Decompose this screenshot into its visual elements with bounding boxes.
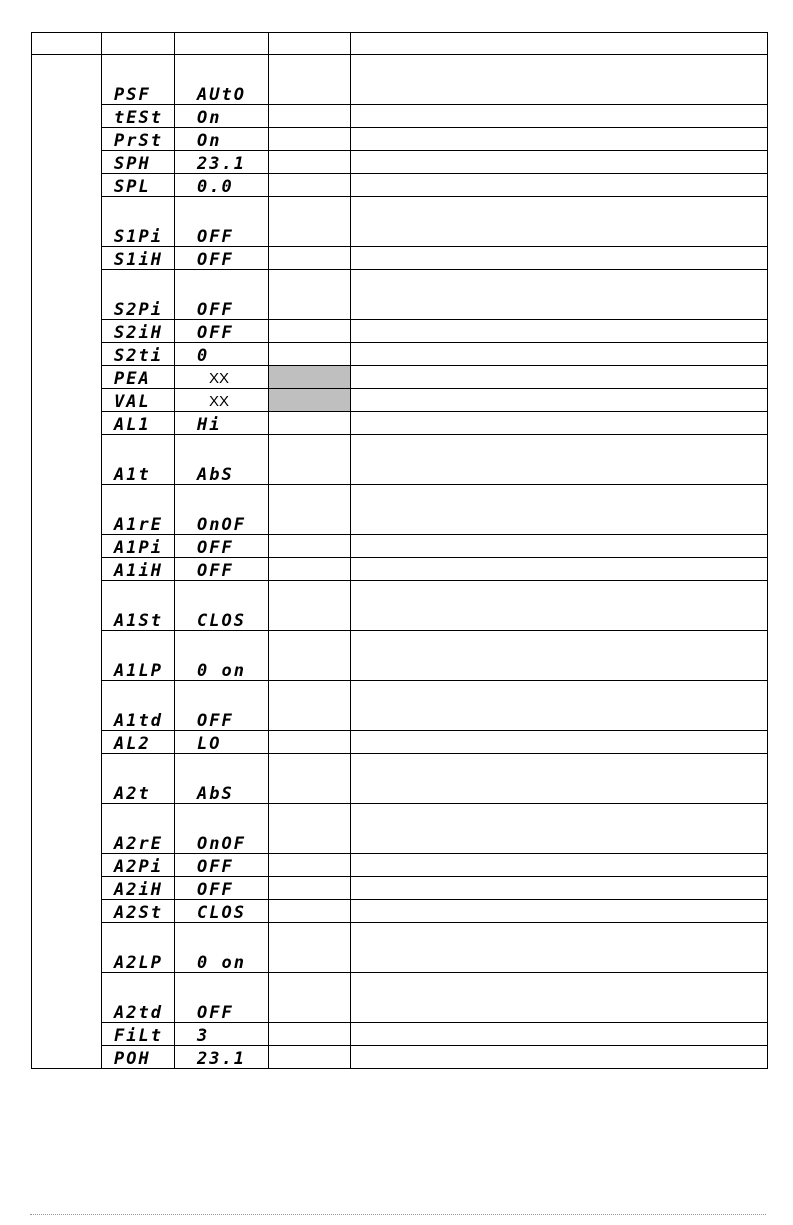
parameter-code-cell — [102, 412, 175, 435]
parameter-value-cell — [175, 174, 269, 197]
blank-cell — [269, 558, 351, 581]
description-cell — [351, 55, 768, 105]
parameter-code-cell — [102, 270, 175, 320]
table-row — [32, 877, 768, 900]
description-cell — [351, 1023, 768, 1046]
parameter-code: S2Pi — [114, 300, 163, 320]
parameter-code-cell — [102, 535, 175, 558]
parameter-value-cell — [175, 435, 269, 485]
parameter-value: OFF — [197, 250, 234, 270]
blank-cell — [269, 754, 351, 804]
table-row — [32, 412, 768, 435]
blank-cell — [269, 900, 351, 923]
parameter-code-cell — [102, 320, 175, 343]
blank-cell — [269, 731, 351, 754]
parameter-value: OFF — [197, 561, 234, 581]
description-cell — [351, 366, 768, 389]
description-cell — [351, 877, 768, 900]
parameter-value: OnOF — [197, 834, 246, 854]
parameter-code: A2t — [114, 784, 151, 804]
description-cell — [351, 923, 768, 973]
table-row — [32, 389, 768, 412]
parameter-code: POH — [114, 1049, 151, 1069]
table-row — [32, 581, 768, 631]
parameter-value-cell — [175, 973, 269, 1023]
parameter-code: A1t — [114, 465, 151, 485]
parameter-value-cell — [175, 854, 269, 877]
parameter-code: A2LP — [114, 953, 163, 973]
parameter-code-cell — [102, 854, 175, 877]
parameter-value-cell — [175, 247, 269, 270]
header-cell-1 — [32, 33, 102, 55]
table-row — [32, 535, 768, 558]
parameter-value: AUtO — [197, 85, 246, 105]
blank-cell — [269, 174, 351, 197]
parameter-code-cell — [102, 197, 175, 247]
parameter-value: OFF — [197, 1003, 234, 1023]
parameter-value: 0 — [197, 346, 210, 366]
blank-cell — [269, 270, 351, 320]
blank-cell — [269, 1023, 351, 1046]
parameter-value-cell — [175, 366, 269, 389]
blank-cell — [269, 412, 351, 435]
parameter-value-cell — [175, 343, 269, 366]
parameter-code: A2iH — [114, 880, 163, 900]
parameter-code: SPH — [114, 154, 151, 174]
parameter-value: 23.1 — [197, 1049, 246, 1069]
parameter-code-cell — [102, 804, 175, 854]
parameter-value-cell — [175, 389, 269, 412]
table-row — [32, 366, 768, 389]
parameter-code-cell — [102, 435, 175, 485]
parameter-value: OFF — [197, 227, 234, 247]
table-row — [32, 320, 768, 343]
blank-cell — [269, 1046, 351, 1069]
description-cell — [351, 412, 768, 435]
table-row — [32, 128, 768, 151]
parameter-code-cell — [102, 1046, 175, 1069]
parameter-value-cell — [175, 1023, 269, 1046]
table-row — [32, 854, 768, 877]
parameter-value: OFF — [197, 300, 234, 320]
description-cell — [351, 435, 768, 485]
description-cell — [351, 731, 768, 754]
parameter-code-cell — [102, 343, 175, 366]
parameter-code: A2Pi — [114, 857, 163, 877]
shaded-cell — [269, 366, 351, 389]
table-row — [32, 247, 768, 270]
parameter-code-cell — [102, 485, 175, 535]
parameter-code-cell — [102, 105, 175, 128]
parameter-code: A1Pi — [114, 538, 163, 558]
parameter-code-cell — [102, 1023, 175, 1046]
parameter-code-cell — [102, 923, 175, 973]
parameter-code-cell — [102, 151, 175, 174]
parameter-value: 0 on — [197, 953, 246, 973]
parameter-code-cell — [102, 128, 175, 151]
description-cell — [351, 320, 768, 343]
parameter-value-cell — [175, 270, 269, 320]
bottom-rule — [30, 1214, 766, 1215]
parameter-value: Hi — [197, 415, 222, 435]
parameter-code-cell — [102, 754, 175, 804]
parameter-value: On — [197, 108, 222, 128]
parameter-value: XX — [209, 393, 230, 410]
parameter-code-cell — [102, 581, 175, 631]
parameter-value-cell — [175, 754, 269, 804]
parameter-table — [31, 32, 768, 1069]
parameter-value-cell — [175, 151, 269, 174]
parameter-code: S2ti — [114, 346, 163, 366]
parameter-code-cell — [102, 366, 175, 389]
blank-cell — [269, 631, 351, 681]
table-row — [32, 731, 768, 754]
parameter-code-cell — [102, 55, 175, 105]
parameter-value-cell — [175, 581, 269, 631]
parameter-code: S2iH — [114, 323, 163, 343]
table-row — [32, 923, 768, 973]
table-row — [32, 105, 768, 128]
description-cell — [351, 197, 768, 247]
description-cell — [351, 581, 768, 631]
parameter-value: OFF — [197, 711, 234, 731]
blank-cell — [269, 581, 351, 631]
blank-cell — [269, 320, 351, 343]
parameter-value: CLOS — [197, 611, 246, 631]
parameter-code-cell — [102, 877, 175, 900]
description-cell — [351, 174, 768, 197]
header-cell-4 — [269, 33, 351, 55]
table-row — [32, 681, 768, 731]
parameter-code: PSF — [114, 85, 151, 105]
table-row — [32, 151, 768, 174]
parameter-code: PrSt — [114, 131, 163, 151]
description-cell — [351, 631, 768, 681]
parameter-value: XX — [209, 370, 230, 387]
parameter-value: OFF — [197, 538, 234, 558]
parameter-value-cell — [175, 197, 269, 247]
table-row — [32, 754, 768, 804]
parameter-code-cell — [102, 973, 175, 1023]
parameter-code: tESt — [114, 108, 163, 128]
blank-cell — [269, 128, 351, 151]
description-cell — [351, 900, 768, 923]
description-cell — [351, 128, 768, 151]
parameter-value-cell — [175, 900, 269, 923]
header-cell-5 — [351, 33, 768, 55]
description-cell — [351, 1046, 768, 1069]
parameter-value-cell — [175, 558, 269, 581]
table-row — [32, 343, 768, 366]
description-cell — [351, 389, 768, 412]
blank-cell — [269, 854, 351, 877]
parameter-code: A2rE — [114, 834, 163, 854]
parameter-code: SPL — [114, 177, 151, 197]
table-row — [32, 631, 768, 681]
parameter-value: 23.1 — [197, 154, 246, 174]
blank-cell — [269, 55, 351, 105]
table-row — [32, 197, 768, 247]
description-cell — [351, 558, 768, 581]
description-cell — [351, 270, 768, 320]
blank-cell — [269, 151, 351, 174]
blank-cell — [269, 535, 351, 558]
description-cell — [351, 535, 768, 558]
parameter-value: 0 on — [197, 661, 246, 681]
parameter-value-cell — [175, 55, 269, 105]
parameter-code: A1iH — [114, 561, 163, 581]
blank-cell — [269, 681, 351, 731]
parameter-value-cell — [175, 877, 269, 900]
parameter-value-cell — [175, 631, 269, 681]
header-cell-2 — [102, 33, 175, 55]
parameter-code-cell — [102, 389, 175, 412]
table-row — [32, 1046, 768, 1069]
parameter-code-cell — [102, 558, 175, 581]
description-cell — [351, 804, 768, 854]
blank-cell — [269, 923, 351, 973]
parameter-value-cell — [175, 535, 269, 558]
parameter-code-cell — [102, 631, 175, 681]
table-row — [32, 1023, 768, 1046]
parameter-code: A1td — [114, 711, 163, 731]
header-cell-3 — [175, 33, 269, 55]
description-cell — [351, 754, 768, 804]
description-cell — [351, 485, 768, 535]
description-cell — [351, 105, 768, 128]
parameter-value: LO — [197, 734, 222, 754]
table-row — [32, 558, 768, 581]
parameter-value: OnOF — [197, 515, 246, 535]
parameter-code: A1LP — [114, 661, 163, 681]
description-cell — [351, 247, 768, 270]
parameter-value-cell — [175, 485, 269, 535]
table-row — [32, 485, 768, 535]
description-cell — [351, 854, 768, 877]
parameter-value-cell — [175, 1046, 269, 1069]
table-row — [32, 270, 768, 320]
parameter-code: A2td — [114, 1003, 163, 1023]
parameter-value: OFF — [197, 323, 234, 343]
header-row — [32, 33, 768, 55]
description-cell — [351, 151, 768, 174]
parameter-value-cell — [175, 320, 269, 343]
group-cell — [32, 55, 102, 1069]
table-row — [32, 804, 768, 854]
blank-cell — [269, 247, 351, 270]
parameter-value-cell — [175, 731, 269, 754]
parameter-code-cell — [102, 247, 175, 270]
table-row — [32, 900, 768, 923]
parameter-code: AL2 — [114, 734, 151, 754]
parameter-code: AL1 — [114, 415, 151, 435]
blank-cell — [269, 435, 351, 485]
blank-cell — [269, 343, 351, 366]
parameter-code-cell — [102, 731, 175, 754]
parameter-code-cell — [102, 681, 175, 731]
parameter-code: VAL — [114, 392, 151, 412]
blank-cell — [269, 877, 351, 900]
parameter-code-cell — [102, 174, 175, 197]
blank-cell — [269, 973, 351, 1023]
table-row — [32, 174, 768, 197]
parameter-code: A2St — [114, 903, 163, 923]
shaded-cell — [269, 389, 351, 412]
parameter-value-cell — [175, 923, 269, 973]
parameter-value-cell — [175, 412, 269, 435]
blank-cell — [269, 804, 351, 854]
parameter-code: A1St — [114, 611, 163, 631]
parameter-code: FiLt — [114, 1026, 163, 1046]
parameter-value: 0.0 — [197, 177, 234, 197]
parameter-value: AbS — [197, 465, 234, 485]
blank-cell — [269, 485, 351, 535]
blank-cell — [269, 197, 351, 247]
parameter-code: A1rE — [114, 515, 163, 535]
parameter-value: OFF — [197, 857, 234, 877]
parameter-value: On — [197, 131, 222, 151]
description-cell — [351, 681, 768, 731]
table-row — [32, 435, 768, 485]
parameter-value: 3 — [197, 1026, 210, 1046]
parameter-code: PEA — [114, 369, 151, 389]
parameter-code: S1Pi — [114, 227, 163, 247]
parameter-value: CLOS — [197, 903, 246, 923]
parameter-value-cell — [175, 681, 269, 731]
parameter-value: OFF — [197, 880, 234, 900]
blank-cell — [269, 105, 351, 128]
description-cell — [351, 973, 768, 1023]
table-row — [32, 973, 768, 1023]
parameter-code: S1iH — [114, 250, 163, 270]
parameter-value-cell — [175, 105, 269, 128]
parameter-value-cell — [175, 804, 269, 854]
table-row — [32, 55, 768, 105]
parameter-value: AbS — [197, 784, 234, 804]
description-cell — [351, 343, 768, 366]
parameter-code-cell — [102, 900, 175, 923]
parameter-value-cell — [175, 128, 269, 151]
